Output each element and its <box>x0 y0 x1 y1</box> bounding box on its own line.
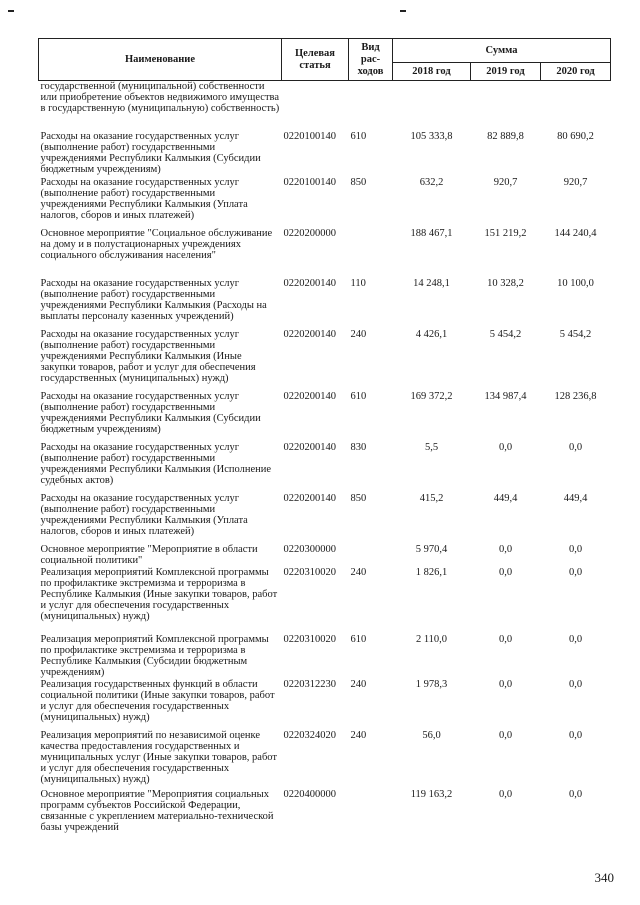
row-name: Реализация государственных функций в области социальной политики (Иные закупки товаров, работ и услуг для обеспечения государственных (муниципальных) нужд) <box>40 678 275 724</box>
row-value-2019: 0,0 <box>498 678 513 690</box>
table-row <box>39 329 611 391</box>
row-expense-type <box>349 789 393 839</box>
row-value-2018: 2 110,0 <box>415 633 448 645</box>
row-expense-type: 240 <box>350 566 367 578</box>
row-target-code: 0220100140 <box>283 176 336 188</box>
row-value-2020: 80 690,2 <box>557 130 594 142</box>
row-value-2018: 56,0 <box>422 729 441 741</box>
row-name: Расходы на оказание государственных услуг (выполнение работ) государственными учреждениями Республики Калмыкия (Расходы на выплаты персоналу казенных учреждений) <box>40 277 267 323</box>
table-row <box>39 567 611 634</box>
row-value-2020: 10 100,0 <box>557 277 594 289</box>
row-value-2018: 1 826,1 <box>415 566 448 578</box>
row-value-2019: 10 328,2 <box>487 277 524 289</box>
row-value-2018: 1 978,3 <box>415 678 448 690</box>
row-value-2019: 0,0 <box>498 441 513 453</box>
row-name: Расходы на оказание государственных услуг (выполнение работ) государственными учреждениями Республики Калмыкия (Субсидии бюджетным учреждениям) <box>40 130 261 176</box>
table-row <box>39 679 611 730</box>
row-name: Реализация мероприятий Комплексной программы по профилактике экстремизма и терроризма в Республике Калмыкия (Субсидии бюджетным учреждениям) <box>40 633 269 679</box>
row-value-2020: 0,0 <box>568 441 583 453</box>
table-row <box>39 789 611 839</box>
row-value-2020: 0,0 <box>568 729 583 741</box>
row-name: Реализация мероприятий Комплексной программы по профилактике экстремизма и терроризма в Республике Калмыкия (Иные закупки товаров, работ и услуг для обеспечения государственных (муниципальных) нужд) <box>40 566 278 623</box>
row-value-2019: 0,0 <box>498 633 513 645</box>
row-name: государственной (муниципальной) собственности или приобретение объектов недвижимого имущества в государственную (муниципальную) собственность) <box>40 81 280 115</box>
row-value-2020: 0,0 <box>568 678 583 690</box>
header-sum: Сумма <box>393 39 611 63</box>
row-expense-type <box>349 81 393 131</box>
row-value-2020: 128 236,8 <box>554 390 597 402</box>
row-value-2020: 0,0 <box>568 633 583 645</box>
scan-mark-center <box>400 10 406 12</box>
header-year-2020: 2020 год <box>541 63 611 81</box>
row-name: Основное мероприятие "Мероприятие в области социальной политики" <box>40 543 258 566</box>
row-value-2019: 134 987,4 <box>484 390 527 402</box>
row-name: Расходы на оказание государственных услуг (выполнение работ) государственными учреждениями Республики Калмыкия (Иные закупки товаров, работ и услуг для обеспечения государственных (муниципальных) нужд) <box>40 328 256 385</box>
row-value-2020: 144 240,4 <box>554 227 597 239</box>
row-target-code: 0220312230 <box>283 678 336 690</box>
row-value-2018: 14 248,1 <box>413 277 450 289</box>
row-value-2018: 169 372,2 <box>410 390 453 402</box>
row-value-2019: 449,4 <box>493 492 518 504</box>
row-target-code: 0220200140 <box>283 390 336 402</box>
row-value-2019: 920,7 <box>493 176 518 188</box>
row-target-code: 0220200140 <box>283 328 336 340</box>
row-expense-type: 850 <box>350 492 367 504</box>
row-value-2020: 5 454,2 <box>559 328 592 340</box>
row-name: Расходы на оказание государственных услуг (выполнение работ) государственными учреждениями Республики Калмыкия (Субсидии бюджетным учреждениям) <box>40 390 261 436</box>
row-target-code: 0220324020 <box>283 729 336 741</box>
table-row <box>39 278 611 329</box>
table-row <box>39 442 611 493</box>
row-name: Основное мероприятие "Социальное обслуживание на дому и в полустационарных учреждениях социального обслуживания населения" <box>40 227 273 261</box>
budget-table <box>38 38 611 839</box>
row-target-code <box>282 81 349 131</box>
row-target-code: 0220200000 <box>283 227 336 239</box>
row-value-2019: 0,0 <box>498 566 513 578</box>
row-expense-type: 240 <box>350 729 367 741</box>
header-expense-type: Вид рас-ходов <box>349 39 393 81</box>
row-value-2019 <box>471 81 541 131</box>
row-name: Реализация мероприятий по независимой оценке качества предоставления государственных и муниципальных услуг (Иные закупки товаров, работ и услуг для обеспечения государственных (муниципальных) нужд) <box>40 729 278 786</box>
table-row <box>39 634 611 679</box>
row-name: Основное мероприятие "Мероприятия социальных программ субъектов Российской Федерации, связанные с укреплением материально-технической базы учреждений <box>40 788 274 834</box>
table-header <box>39 39 611 81</box>
header-target-article: Целевая статья <box>282 39 349 81</box>
row-name: Расходы на оказание государственных услуг (выполнение работ) государственными учреждениями Республики Калмыкия (Уплата налогов, сборов и иных платежей) <box>40 492 248 538</box>
table-body <box>39 81 611 839</box>
row-target-code: 0220400000 <box>283 788 336 800</box>
row-value-2018: 415,2 <box>419 492 444 504</box>
row-value-2018: 5 970,4 <box>415 543 448 555</box>
row-target-code: 0220200140 <box>283 441 336 453</box>
row-expense-type: 830 <box>350 441 367 453</box>
row-target-code: 0220100140 <box>283 130 336 142</box>
row-value-2020: 0,0 <box>568 566 583 578</box>
row-expense-type: 110 <box>350 277 366 289</box>
table-row <box>39 493 611 544</box>
row-value-2019: 0,0 <box>498 729 513 741</box>
row-target-code: 0220310020 <box>283 566 336 578</box>
table-row <box>39 131 611 177</box>
row-value-2020: 449,4 <box>563 492 588 504</box>
row-value-2019: 151 219,2 <box>484 227 527 239</box>
row-value-2018: 105 333,8 <box>410 130 453 142</box>
row-value-2020 <box>541 81 611 131</box>
row-value-2018 <box>393 81 471 131</box>
header-year-2019: 2019 год <box>471 63 541 81</box>
row-value-2019: 5 454,2 <box>489 328 522 340</box>
row-target-code: 0220310020 <box>283 633 336 645</box>
table-row <box>39 544 611 567</box>
header-name: Наименование <box>39 39 282 81</box>
row-name: Расходы на оказание государственных услуг (выполнение работ) государственными учреждениями Республики Калмыкия (Исполнение судебных актов) <box>40 441 272 487</box>
row-expense-type: 850 <box>350 176 367 188</box>
row-expense-type: 610 <box>350 633 367 645</box>
row-value-2020: 920,7 <box>563 176 588 188</box>
row-value-2019: 0,0 <box>498 788 513 800</box>
row-expense-type: 610 <box>350 390 367 402</box>
row-value-2018: 4 426,1 <box>415 328 448 340</box>
row-value-2020: 0,0 <box>568 543 583 555</box>
table-row <box>39 228 611 278</box>
row-target-code: 0220200140 <box>283 277 336 289</box>
row-value-2019: 0,0 <box>498 543 513 555</box>
scan-mark-left <box>8 10 14 12</box>
header-year-2018: 2018 год <box>393 63 471 81</box>
page-number: 340 <box>594 870 614 885</box>
row-value-2018: 5,5 <box>424 441 439 453</box>
row-expense-type: 240 <box>350 678 367 690</box>
table-row <box>39 177 611 228</box>
row-value-2018: 188 467,1 <box>410 227 453 239</box>
row-expense-type <box>349 544 393 567</box>
row-expense-type: 610 <box>350 130 367 142</box>
row-value-2019: 82 889,8 <box>487 130 524 142</box>
row-value-2020: 0,0 <box>568 788 583 800</box>
row-expense-type: 240 <box>350 328 367 340</box>
row-target-code: 0220200140 <box>283 492 336 504</box>
row-value-2018: 119 163,2 <box>410 788 453 800</box>
row-value-2018: 632,2 <box>419 176 444 188</box>
row-name: Расходы на оказание государственных услуг (выполнение работ) государственными учреждениями Республики Калмыкия (Уплата налогов, сборов и иных платежей) <box>40 176 248 222</box>
table-row <box>39 391 611 442</box>
table-row <box>39 730 611 789</box>
row-target-code: 0220300000 <box>283 543 336 555</box>
row-expense-type <box>349 228 393 278</box>
table-row <box>39 81 611 131</box>
